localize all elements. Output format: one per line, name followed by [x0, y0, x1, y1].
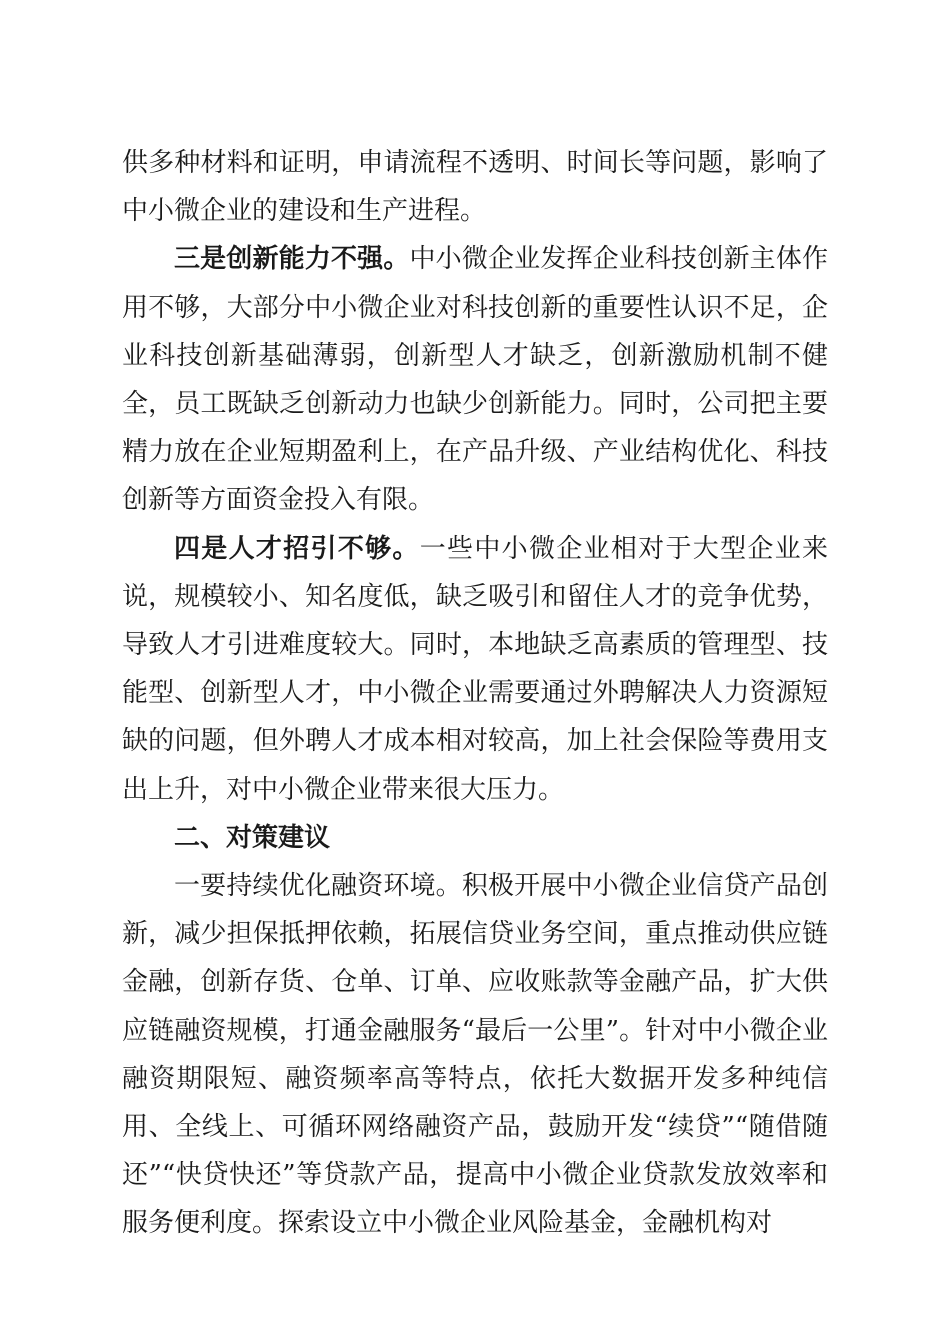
- section-heading-countermeasures: 二、对策建议: [174, 822, 331, 853]
- talent-lead: 四是人才招引不够。: [174, 533, 420, 564]
- continuation-paragraph: [122, 139, 828, 235]
- paragraph-financing: [122, 862, 828, 1248]
- talent-body: 一些中小微企业相对于大型企业来说，规模较小、知名度低，缺乏吸引和留住人才的竞争优势，导致人才引进难度较大。同时，本地缺乏高素质的管理型、技能型、创新型人才，中小微企业需要通过外聘解决人力资源短缺的问题，但外聘人才成本相对较高，加上社会保险等费用支出上升，对中小微企业带来很大压力。: [122, 533, 828, 805]
- paragraph-talent: [122, 525, 828, 814]
- financing-lead: 一要持续优化融资环境。: [174, 871, 462, 902]
- document-body: [122, 139, 828, 1248]
- innovation-body: 中小微企业发挥企业科技创新主体作用不够，大部分中小微企业对科技创新的重要性认识不足，企业科技创新基础薄弱，创新型人才缺乏，创新激励机制不健全，员工既缺乏创新动力也缺少创新能力。同时，公司把主要精力放在企业短期盈利上，在产品升级、产业结构优化、科技创新等方面资金投入有限。: [122, 244, 828, 516]
- innovation-lead: 三是创新能力不强。: [174, 244, 410, 275]
- paragraph-innovation: [122, 235, 828, 524]
- continuation-text: 供多种材料和证明，申请流程不透明、时间长等问题，影响了中小微企业的建设和生产进程。: [122, 148, 828, 227]
- financing-body: 积极开展中小微企业信贷产品创新，减少担保抵押依赖，拓展信贷业务空间，重点推动供应链金融，创新存货、仓单、订单、应收账款等金融产品，扩大供应链融资规模，打通金融服务“最后一公里”。针对中小微企业融资期限短、融资频率高等特点，依托大数据开发多种纯信用、全线上、可循环网络融资产品，鼓励开发“续贷”“随借随还”“快贷快还”等贷款产品，提高中小微企业贷款发放效率和服务便利度。探索设立中小微企业风险基金，金融机构对: [122, 871, 828, 1239]
